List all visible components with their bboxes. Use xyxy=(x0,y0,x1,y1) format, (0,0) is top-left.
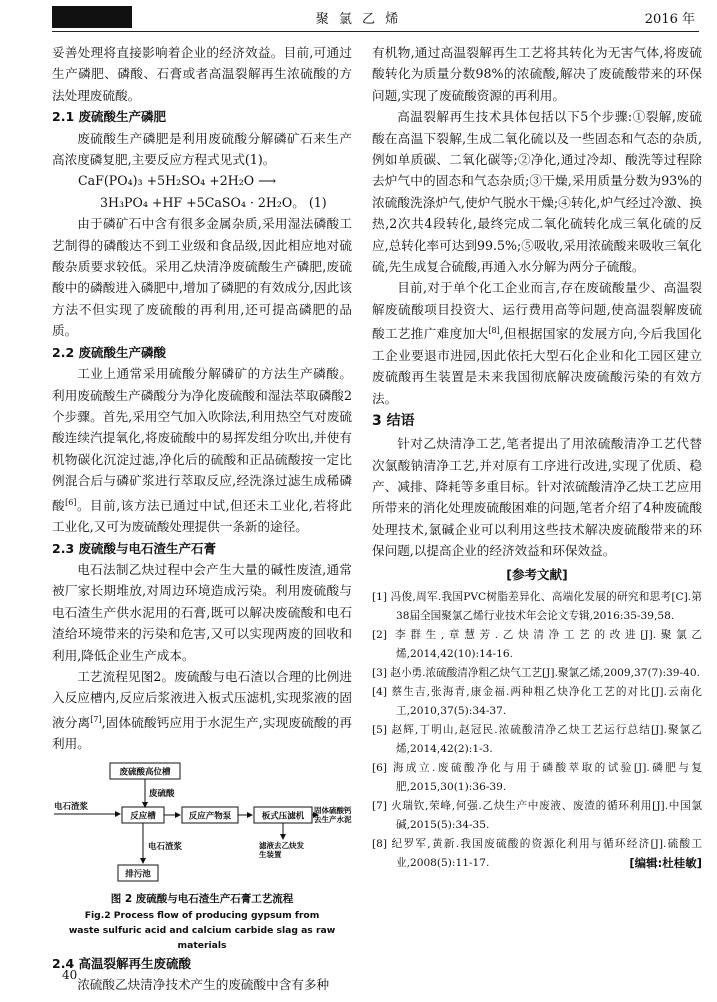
gypsum-label: 固体硫酸钙去生产水泥 xyxy=(314,805,352,824)
citation-7[interactable]: [7] xyxy=(90,714,102,724)
section-3-title: 3 结语 xyxy=(372,413,415,430)
section-2-2-title: 2.2 废硫酸生产磷酸 xyxy=(52,344,166,360)
references-title: [参考文献] xyxy=(506,566,568,582)
conclusion-paragraph: 针对乙炔清净工艺,笔者提出了用浓硫酸清净工艺代替次氯酸钠清净工艺,并对原有工序进行改进,实现了优质、稳产、减排、降耗等多重目标。针对浓硫酸清净乙炔工艺应用所带来的消化处理废硫酸困难的问题,笔者介绍了4种废硫酸处理技术,氯碱企业可以利用这些技术解决废硫酸带来的环保问题,以提高企业的经济效益和环保效益。 xyxy=(372,436,702,559)
reference-item: [6] 海成立.废硫酸净化与用于磷酸萃取的试验[J].磷肥与复肥,2015,30(1):36-39. xyxy=(372,761,702,793)
drain-label: 排污池 xyxy=(125,869,151,880)
section-2-3-paragraph-1: 电石法制乙炔过程中会产生大量的碱性废渣,通常被厂家长期堆放,对周边环境造成污染。利用废硫酸与电石渣生产供水泥用的石膏,既可以解决废硫酸和电石渣给环境带来的污染和危害,又可以实现两废的回收和利用,降低企业生产成本。 xyxy=(52,561,352,663)
journal-year: 2016 年 xyxy=(644,12,695,27)
flowchart-svg xyxy=(52,759,352,891)
reference-item: [8] 纪罗军,黄新.我国废硫酸的资源化利用与循环经济[J].硫酸工业,2008(5):11-17. [编辑:杜桂敏] xyxy=(372,835,702,873)
equation-line-2: 3H₃PO₄ +HF +5CaSO₄ · 2H₂O。 (1) xyxy=(100,194,327,210)
section-2-2-paragraph: 工业上通常采用硫酸分解磷矿的方法生产磷酸。利用废硫酸生产磷酸分为净化废硫酸和湿法萃取磷酸2个步骤。首先,采用空气加入吹除法,利用热空气对废硫酸连续汽提氧化,将废硫酸中的易挥发组分吹出,并使有机物碳化沉淀过滤,净化后的硫酸和正品硫酸按一定比例混合后与磷矿浆进行萃取反应,经洗涤过滤生成稀磷酸[6]。目前,该方法已通过中试,但还未工业化,若将此工业化,又可为废硫酸处理提供一条新的途径。 xyxy=(52,366,353,535)
journal-title: 聚 氯 乙 烯 xyxy=(315,12,402,27)
slag-label: 电石渣浆 xyxy=(54,801,89,812)
reference-item: [2] 李群生,章慧芳.乙炔清净工艺的改进[J].聚氯乙烯,2014,42(10):14-16. xyxy=(372,628,702,660)
reference-item: [5] 赵辉,丁明山,赵冠民.浓硫酸清净乙炔工艺运行总结[J].聚氯乙烯,2014,42(2):1-3. xyxy=(372,723,702,755)
reference-item: [3] 赵小勇.浓硫酸清净粗乙炔气工艺[J].聚氯乙烯,2009,37(7):39-40. xyxy=(372,666,700,679)
figure-caption-cn: 图 2 废硫酸与电石渣生产石膏工艺流程 xyxy=(110,892,294,905)
reactor-label: 反应槽 xyxy=(130,811,156,822)
figure-2-flowchart xyxy=(52,759,352,891)
filtrate-label: 滤液去乙炔发生装置 xyxy=(259,840,304,859)
section-2-4-continued: 有机物,通过高温裂解再生工艺将其转化为无害气体,将废硫酸转化为质量分数98%的浓硫酸,解决了废硫酸带来的环保问题,实现了废硫酸资源的再利用。 xyxy=(372,45,702,103)
equation-line-1: CaF(PO₄)₃ +5H₂SO₄ +2H₂O ⟶ xyxy=(78,173,277,189)
page-number: 40 xyxy=(62,968,78,982)
pump-label: 反应产物泵 xyxy=(188,811,232,822)
slag2-label: 电石渣浆 xyxy=(148,841,183,852)
section-2-1-paragraph-2: 由于磷矿石中含有很多金属杂质,采用湿法磷酸工艺制得的磷酸达不到工业级和食品级,因此相应地对硫酸杂质要求较低。采用乙炔清净废硫酸生产磷肥,废硫酸中的磷酸进入磷肥中,增加了磷肥的有效成分,因此该方法不但实现了废硫酸的再利用,还可提高磷肥的品质。 xyxy=(52,216,352,339)
tank-label: 废硫酸高位槽 xyxy=(119,767,171,778)
reference-item: [7] 火瑞钦,荣峰,何强.乙炔生产中废液、废渣的循环利用[J].中国氯碱,2015(5):34-35. xyxy=(372,799,702,831)
section-2-4-title: 2.4 高温裂解再生废硫酸 xyxy=(52,955,191,971)
right-column xyxy=(372,42,702,873)
citation-8[interactable]: [8] xyxy=(488,326,500,336)
section-2-1-paragraph-1: 废硫酸生产磷肥是利用废硫酸分解磷矿石来生产高浓度磷复肥,主要反应方程式见式(1)。 xyxy=(52,130,352,168)
figure-caption-en-2: waste sulfuric acid and calcium carbide slag as raw materials xyxy=(68,924,336,951)
section-2-3-title: 2.3 废硫酸与电石渣生产石膏 xyxy=(52,540,216,556)
pyrolysis-steps-paragraph: 高温裂解再生技术具体包括以下5个步骤:①裂解,废硫酸在高温下裂解,生成二氧化硫以及一些固态和气态的杂质,例如单质碳、二氧化碳等;②净化,通过冷却、酸洗等过程除去炉气中的固态和气态杂质;③干燥,采用质量分数为93%的浓硫酸洗涤炉气,使炉气脱水干燥;④转化,炉气经过冷激、换热,2次共4段转化,最终完成二氧化硫转化成三氧化硫的反应,总转化率可达到99.5%;⑤吸收,采用浓硫酸来吸收三氧化硫,先生成复合硫酸,再通入水分解为两分子硫酸。 xyxy=(372,109,702,275)
section-2-4-paragraph: 浓硫酸乙炔清净技术产生的废硫酸中含有多种 xyxy=(77,977,330,993)
intro-paragraph: 妥善处理将直接影响着企业的经济效益。目前,可通过生产磷肥、磷酸、石膏或者高温裂解再生浓硫酸的方法处理废硫酸。 xyxy=(52,45,352,103)
editor-credit: [编辑:杜桂敏] xyxy=(629,855,702,870)
press-label: 板式压滤机 xyxy=(261,811,305,822)
section-2-3-paragraph-2: 工艺流程见图2。废硫酸与电石渣以合理的比例进入反应槽内,反应后浆液进入板式压滤机,实现浆液的固液分离[7],固体硫酸钙应用于水泥生产,实现废硫酸的再利用。 xyxy=(52,668,352,752)
left-column xyxy=(52,42,352,996)
reference-list xyxy=(372,588,702,873)
current-situation-paragraph: 目前,对于单个化工企业而言,存在废硫酸量少、高温裂解废硫酸项目投资大、运行费用高等问题,使高温裂解废硫酸工艺推广难度加大[8],但根据国家的发展方向,今后我国化工企业要退市进园,因此依托大型石化企业和化工园区建立废硫酸再生装置是未来我国彻底解决废硫酸污染的有效方法。 xyxy=(372,280,703,406)
header-rule xyxy=(52,31,699,32)
acid-label: 废硫酸 xyxy=(149,788,175,799)
reference-item: [1] 冯俊,周军.我国PVC树脂差异化、高端化发展的研究和思考[C].第38届全国聚氯乙烯行业技术年会论文专辑,2016:35-39,58. xyxy=(372,590,702,622)
section-2-1-title: 2.1 废硫酸生产磷肥 xyxy=(52,109,166,125)
citation-6[interactable]: [6] xyxy=(65,497,77,507)
reference-item: [4] 蔡生吉,张海青,康金福.两种粗乙炔净化工艺的对比[J].云南化工,2010,37(5):34-37. xyxy=(372,685,702,717)
figure-caption-en-1: Fig.2 Process flow of producing gypsum from xyxy=(84,909,320,921)
